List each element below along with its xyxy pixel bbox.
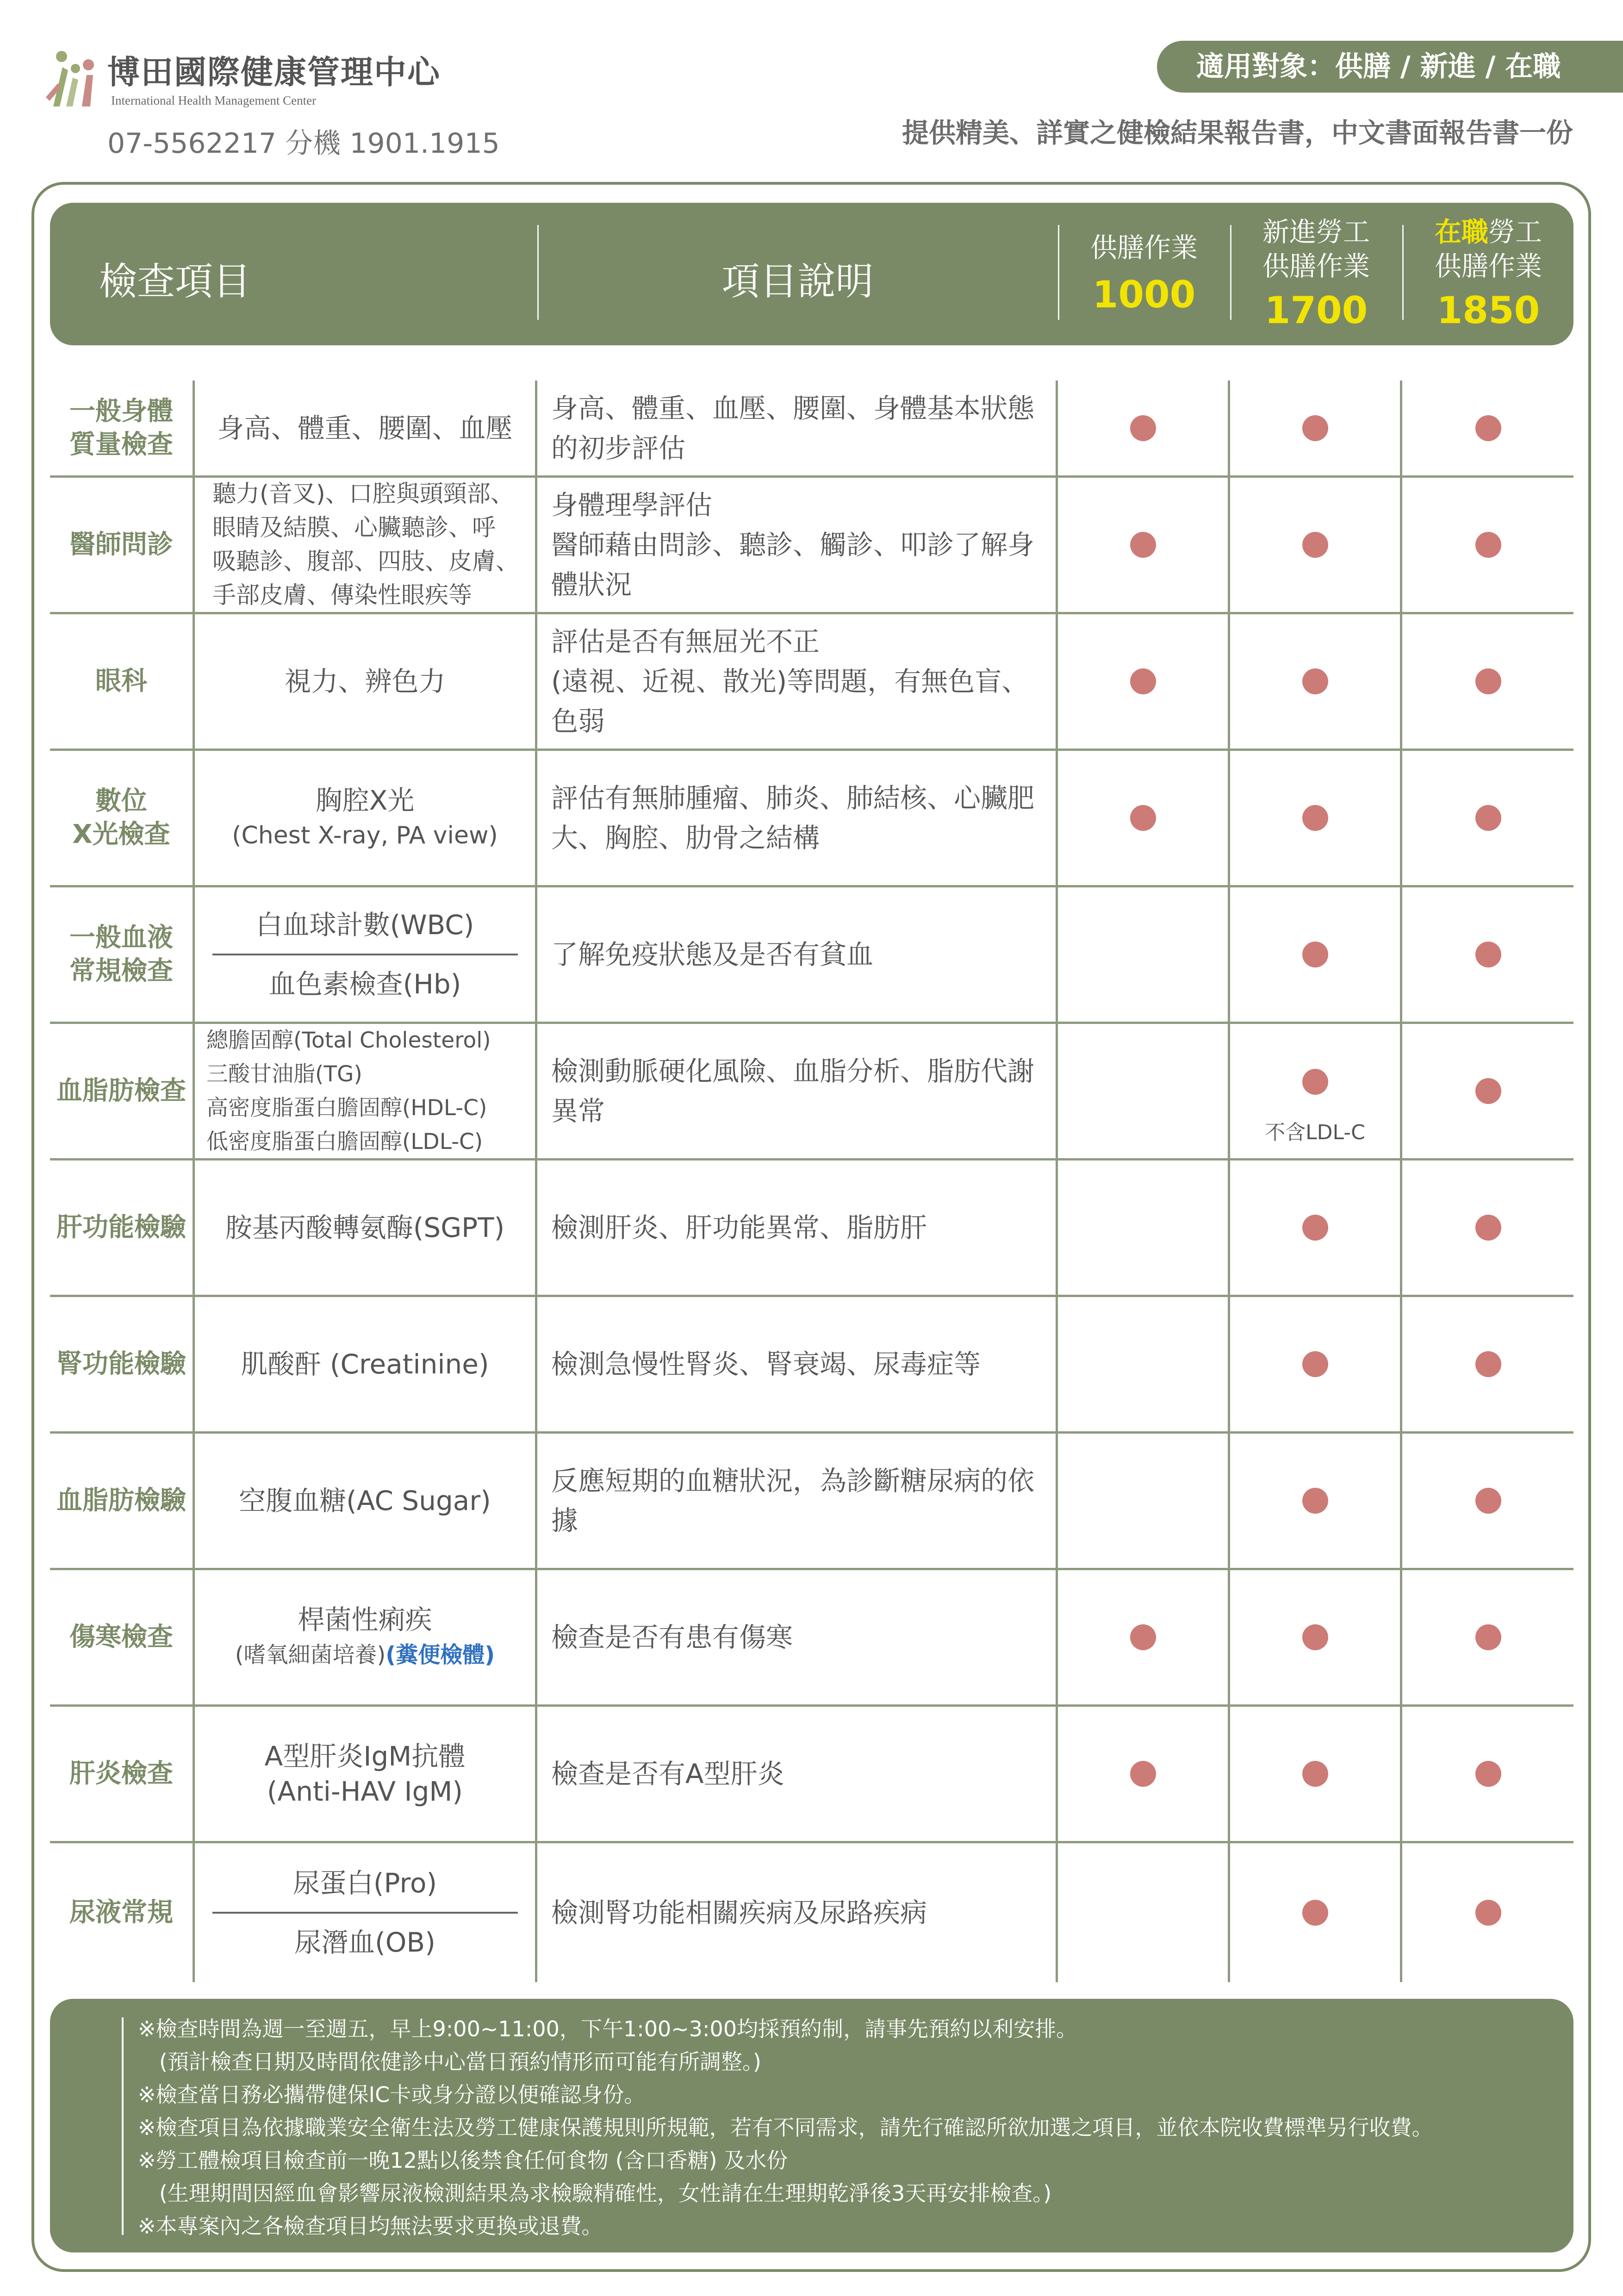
category: 傷寒檢查 bbox=[50, 1570, 195, 1704]
category: 尿液常規 bbox=[50, 1843, 195, 1982]
included-dot bbox=[1130, 415, 1156, 441]
description: 反應短期的血糖狀況，為診斷糖尿病的依據 bbox=[537, 1434, 1058, 1568]
header-desc: 項目說明 bbox=[721, 260, 874, 304]
category: 一般血液 常規檢查 bbox=[50, 887, 195, 1022]
included-dot bbox=[1130, 1624, 1156, 1650]
category: 肝炎檢查 bbox=[50, 1707, 195, 1841]
table-row bbox=[50, 1570, 1573, 1707]
col-2-cell bbox=[1230, 614, 1402, 749]
included-dot bbox=[1302, 415, 1328, 441]
col-1-cell bbox=[1058, 1843, 1230, 1982]
description: 檢測肝炎、肝功能異常、脂肪肝 bbox=[537, 1160, 1058, 1295]
col-3-cell bbox=[1402, 381, 1574, 475]
exam-item: A型肝炎IgM抗體 (Anti-HAV IgM) bbox=[195, 1707, 537, 1841]
included-dot bbox=[1302, 1069, 1328, 1095]
org-name: 博田國際健康管理中心 bbox=[107, 53, 441, 91]
description: 評估是否有無屈光不正 (遠視、近視、散光)等問題，有無色盲、色弱 bbox=[537, 614, 1058, 749]
category: 一般身體 質量檢查 bbox=[50, 381, 195, 475]
col-1-cell bbox=[1058, 1160, 1230, 1295]
table-row bbox=[50, 1843, 1573, 1982]
table-header bbox=[50, 203, 1573, 345]
exclusion-note: 不含LDL-C bbox=[1265, 1121, 1365, 1144]
included-dot bbox=[1475, 1351, 1501, 1377]
col-1-cell bbox=[1058, 614, 1230, 749]
tagline: 提供精美、詳實之健檢結果報告書，中文書面報告書一份 bbox=[902, 117, 1573, 149]
notes-panel bbox=[50, 1999, 1573, 2252]
description: 檢測急慢性腎炎、腎衰竭、尿毒症等 bbox=[537, 1297, 1058, 1431]
included-dot bbox=[1302, 1488, 1328, 1514]
exam-item: 空腹血糖(AC Sugar) bbox=[195, 1434, 537, 1568]
notes-bar bbox=[122, 2017, 124, 2235]
exam-item: 桿菌性痢疾 (嗜氧細菌培養)(糞便檢體) bbox=[195, 1570, 537, 1704]
table-row bbox=[50, 381, 1573, 478]
org-name-en: International Health Management Center bbox=[111, 94, 317, 107]
description: 身體理學評估 醫師藉由問診、聽診、觸診、叩診了解身體狀況 bbox=[537, 478, 1058, 612]
included-dot bbox=[1475, 1900, 1501, 1926]
included-dot bbox=[1475, 415, 1501, 441]
included-dot bbox=[1130, 805, 1156, 831]
col-3-cell bbox=[1402, 1434, 1574, 1568]
col-1-cell bbox=[1058, 381, 1230, 475]
col-3-cell bbox=[1402, 614, 1574, 749]
col-1-cell bbox=[1058, 1024, 1230, 1158]
category: 數位 X光檢查 bbox=[50, 751, 195, 885]
included-dot bbox=[1302, 1624, 1328, 1650]
description: 身高、體重、血壓、腰圍、身體基本狀態的初步評估 bbox=[537, 381, 1058, 475]
table-row bbox=[50, 751, 1573, 887]
col-3-cell bbox=[1402, 1570, 1574, 1704]
description: 檢查是否有A型肝炎 bbox=[537, 1707, 1058, 1841]
col-2-cell bbox=[1230, 1570, 1402, 1704]
note-line: (生理期間因經血會影響尿液檢測結果為求檢驗精確性，女性請在生理期乾淨後3天再安排檢查。) bbox=[138, 2181, 1052, 2206]
col-2-cell bbox=[1230, 381, 1402, 475]
category: 肝功能檢驗 bbox=[50, 1160, 195, 1295]
col-3-cell bbox=[1402, 1843, 1574, 1982]
exam-item: 胺基丙酸轉氨酶(SGPT) bbox=[195, 1160, 537, 1295]
col-1-cell bbox=[1058, 1434, 1230, 1568]
exam-item: 肌酸酐 (Creatinine) bbox=[195, 1297, 537, 1431]
header-col-1 bbox=[1058, 231, 1230, 316]
header-col-3-label-2: 供膳作業 bbox=[1434, 250, 1542, 282]
col-2-cell bbox=[1230, 1160, 1402, 1295]
table-row bbox=[50, 1297, 1573, 1434]
included-dot bbox=[1475, 1624, 1501, 1650]
table-row bbox=[50, 614, 1573, 751]
exam-item: 總膽固醇(Total Cholesterol) 三酸甘油脂(TG) 高密度脂蛋白膽固醇(HDL-C) 低密度脂蛋白膽固醇(LDL-C) bbox=[195, 1024, 537, 1158]
col-3-cell bbox=[1402, 1160, 1574, 1295]
category: 血脂肪檢查 bbox=[50, 1024, 195, 1158]
description: 檢測腎功能相關疾病及尿路疾病 bbox=[537, 1843, 1058, 1982]
col-2-cell bbox=[1230, 478, 1402, 612]
exam-item: 身高、體重、腰圍、血壓 bbox=[195, 381, 537, 475]
category: 血脂肪檢驗 bbox=[50, 1434, 195, 1568]
note-line: ※檢查當日務必攜帶健保IC卡或身分證以便確認身份。 bbox=[138, 2082, 646, 2107]
description: 檢查是否有患有傷寒 bbox=[537, 1570, 1058, 1704]
exam-item: 白血球計數(WBC) 血色素檢查(Hb) bbox=[195, 887, 537, 1022]
included-dot bbox=[1302, 532, 1328, 558]
col-2-cell bbox=[1230, 1024, 1402, 1158]
stool-sample-label: (糞便檢體) bbox=[386, 1642, 495, 1668]
table-row bbox=[50, 1160, 1573, 1297]
included-dot bbox=[1130, 1761, 1156, 1787]
col-1-cell bbox=[1058, 478, 1230, 612]
price-3: 1850 bbox=[1436, 289, 1540, 332]
phone-number: 07-5562217 分機 1901.1915 bbox=[107, 127, 500, 160]
col-2-cell bbox=[1230, 1843, 1402, 1982]
included-dot bbox=[1130, 532, 1156, 558]
header-col-2 bbox=[1230, 215, 1402, 332]
col-3-cell bbox=[1402, 478, 1574, 612]
note-line: ※檢查時間為週一至週五，早上9:00~11:00，下午1:00~3:00均採預約制，請事先預約以利安排。 bbox=[138, 2016, 1078, 2041]
header-col-2-label-1: 新進勞工 bbox=[1262, 216, 1370, 248]
included-dot bbox=[1475, 942, 1501, 967]
included-dot bbox=[1302, 805, 1328, 831]
included-dot bbox=[1302, 1351, 1328, 1377]
col-2-cell bbox=[1230, 1297, 1402, 1431]
notes-text bbox=[138, 2013, 1433, 2243]
col-3-cell bbox=[1402, 1024, 1574, 1158]
included-dot bbox=[1475, 668, 1501, 694]
exam-item: 視力、辨色力 bbox=[195, 614, 537, 749]
col-1-cell bbox=[1058, 751, 1230, 885]
col-2-cell bbox=[1230, 751, 1402, 885]
included-dot bbox=[1302, 1761, 1328, 1787]
col-2-cell bbox=[1230, 887, 1402, 1022]
included-dot bbox=[1475, 532, 1501, 558]
table-row bbox=[50, 1707, 1573, 1843]
logo-icon bbox=[44, 46, 104, 111]
price-1: 1000 bbox=[1092, 273, 1196, 316]
price-2: 1700 bbox=[1264, 289, 1368, 332]
col-1-cell bbox=[1058, 1707, 1230, 1841]
exam-item: 胸腔X光 (Chest X-ray, PA view) bbox=[195, 751, 537, 885]
col-1-cell bbox=[1058, 1297, 1230, 1431]
note-line: ※檢查項目為依據職業安全衛生法及勞工健康保護規則所規範，若有不同需求，請先行確認所欲加選之項目，並依本院收費標準另行收費。 bbox=[138, 2115, 1433, 2140]
included-dot bbox=[1475, 1215, 1501, 1241]
header-col-3-label-1: 在職勞工 bbox=[1434, 216, 1542, 248]
category: 眼科 bbox=[50, 614, 195, 749]
col-2-cell bbox=[1230, 1707, 1402, 1841]
col-3-cell bbox=[1402, 1707, 1574, 1841]
description: 檢測動脈硬化風險、血脂分析、脂肪代謝異常 bbox=[537, 1024, 1058, 1158]
included-dot bbox=[1475, 1761, 1501, 1787]
description: 評估有無肺腫瘤、肺炎、肺結核、心臟肥大、胸腔、肋骨之結構 bbox=[537, 751, 1058, 885]
header-col-1-label: 供膳作業 bbox=[1090, 232, 1198, 263]
note-line: ※本專案內之各檢查項目均無法要求更換或退費。 bbox=[138, 2214, 603, 2239]
exam-item: 聽力(音叉)、口腔與頭頸部、 眼睛及結膜、心臟聽診、呼 吸聽診、腹部、四肢、皮膚、 手部皮膚、傳染性眼疾等 bbox=[195, 478, 537, 612]
header-col-3 bbox=[1402, 215, 1574, 332]
col-2-cell bbox=[1230, 1434, 1402, 1568]
included-dot bbox=[1475, 1078, 1501, 1104]
audience-badge: 適用對象：供膳 / 新進 / 在職 bbox=[1157, 41, 1623, 93]
table-row bbox=[50, 478, 1573, 614]
description: 了解免疫狀態及是否有貧血 bbox=[537, 887, 1058, 1022]
included-dot bbox=[1302, 1900, 1328, 1926]
header-item: 檢查項目 bbox=[99, 260, 251, 304]
category: 腎功能檢驗 bbox=[50, 1297, 195, 1431]
table-row bbox=[50, 887, 1573, 1024]
included-dot bbox=[1302, 1215, 1328, 1241]
included-dot bbox=[1475, 805, 1501, 831]
included-dot bbox=[1302, 942, 1328, 967]
note-line: ※勞工體檢項目檢查前一晚12點以後禁食任何食物 (含口香糖) 及水份 bbox=[138, 2148, 788, 2173]
table-row bbox=[50, 1434, 1573, 1570]
exam-item: 尿蛋白(Pro) 尿潛血(OB) bbox=[195, 1843, 537, 1982]
col-3-cell bbox=[1402, 1297, 1574, 1431]
category: 醫師問診 bbox=[50, 478, 195, 612]
note-line: (預計檢查日期及時間依健診中心當日預約情形而可能有所調整。) bbox=[138, 2049, 761, 2074]
col-1-cell bbox=[1058, 1570, 1230, 1704]
included-dot bbox=[1130, 668, 1156, 694]
col-1-cell bbox=[1058, 887, 1230, 1022]
included-dot bbox=[1302, 668, 1328, 694]
included-dot bbox=[1475, 1488, 1501, 1514]
header-col-2-label-2: 供膳作業 bbox=[1262, 250, 1370, 282]
table-row bbox=[50, 1024, 1573, 1160]
col-3-cell bbox=[1402, 751, 1574, 885]
highlight-in-service: 在職 bbox=[1434, 216, 1488, 248]
col-3-cell bbox=[1402, 887, 1574, 1022]
